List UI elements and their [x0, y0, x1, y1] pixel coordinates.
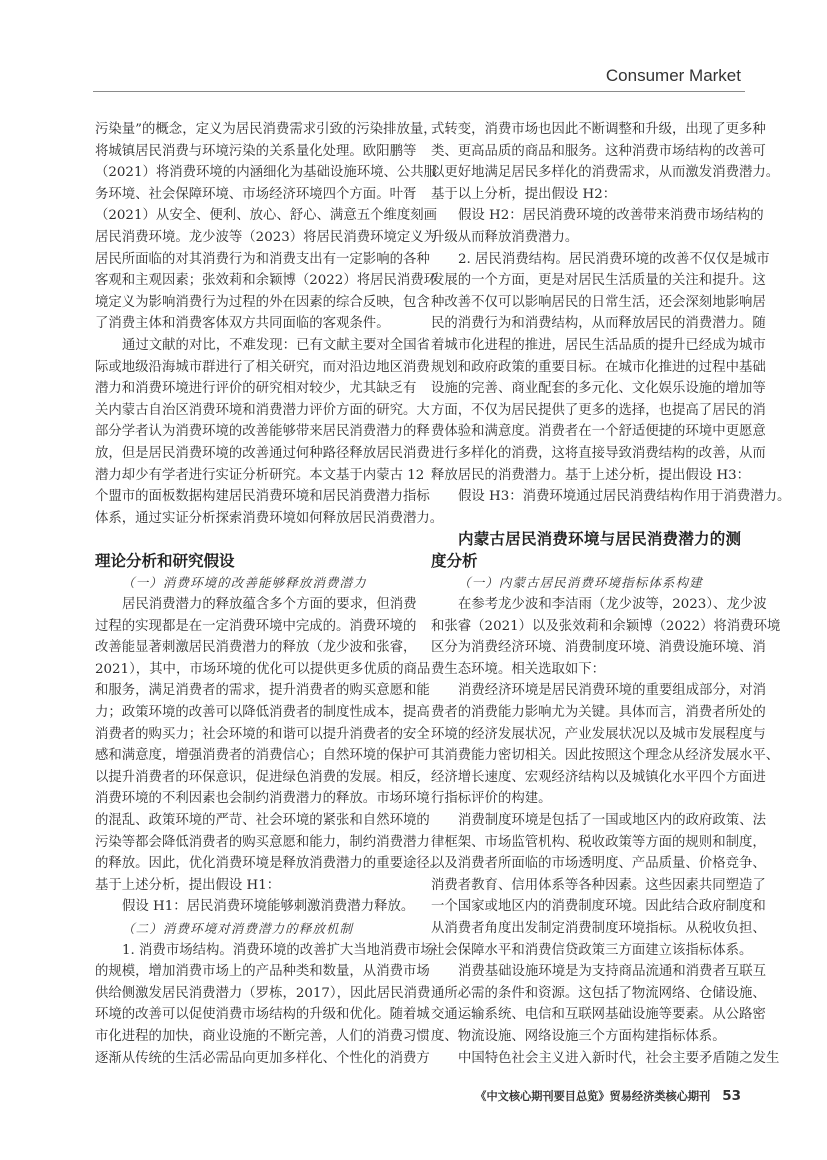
- text-line: 社会保障水平和消费信贷政策三方面建立该指标体系。: [431, 942, 753, 958]
- text-line: 感和满意度，增强消费者的消费信心；自然环境的保护可: [95, 748, 430, 764]
- right-column: [431, 119, 791, 1069]
- text-line: 着城市化进程的推进，居民生活品质的提升已经成为城市: [431, 337, 766, 353]
- paragraph: [431, 594, 781, 680]
- text-line: 的混乱、政策环境的严苛、社会环境的紧张和自然环境的: [95, 813, 430, 828]
- text-line: 污染等都会降低消费者的购买意愿和能力，制约消费潜力: [95, 834, 430, 850]
- text-line: 以提升消费者的环保意识，促进绿色消费的发展。相反，: [95, 769, 430, 785]
- text-line: 其消费能力密切相关。因此按照这个理念从经济发展水平、: [431, 748, 780, 764]
- header-rule: [93, 91, 745, 92]
- text-line: 居民消费环境。龙少波等（2023）将居民消费环境定义为: [95, 229, 438, 245]
- text-line: 式转变，消费市场也因此不断调整和升级，出现了更多种: [431, 122, 766, 137]
- text-line: 个盟市的面板数据构建居民消费环境和居民消费潜力指标: [95, 489, 430, 505]
- text-line: 假设 H1：居民消费环境能够刺激消费潜力释放。: [122, 899, 415, 915]
- text-line: 体系，通过实证分析探索消费环境如何释放居民消费潜力。: [95, 510, 444, 526]
- text-line: 环境的改善可以促使消费市场结构的升级和优化。随着城: [95, 1007, 430, 1023]
- text-line: 基于上述分析，提出假设 H1：: [95, 877, 281, 893]
- paragraph: [431, 680, 780, 810]
- text-line: 污染量”的概念，定义为居民消费需求引致的污染排放量，: [95, 122, 437, 137]
- paragraph: [431, 1048, 780, 1070]
- text-line: 际或地级沿海城市群进行了相关研究，而对沿边地区消费: [95, 359, 430, 375]
- text-line: 假设 H3：消费环境通过居民消费结构作用于消费潜力。: [458, 489, 791, 505]
- spacer: [95, 529, 405, 551]
- text-line: 消费制度环境是包括了一国或地区内的政府政策、法: [458, 813, 766, 828]
- text-line: 和服务，满足消费者的需求，提升消费者的购买意愿和能: [95, 683, 430, 699]
- text-line: 将城镇居民消费与环境污染的关系量化处理。欧阳鹏等: [95, 143, 417, 159]
- text-line: 1. 消费市场结构。消费环境的改善扩大当地消费市场: [122, 942, 434, 958]
- text-line: 民的消费行为和消费结构，从而释放居民的消费潜力。随: [431, 316, 766, 332]
- left-column: [95, 119, 444, 1069]
- text-line: 供给侧激发居民消费潜力（罗栋，2017），因此居民消费: [95, 985, 431, 1001]
- text-line: 一个国家或地区内的消费制度环境。因此结合政府制度和: [431, 899, 766, 915]
- text-line: 交通运输系统、电信和互联网基础设施等要素。从公路密: [431, 1007, 766, 1023]
- paragraph: [95, 594, 444, 896]
- text-line: 逐渐从传统的生活必需品向更加多样化、个性化的消费方: [95, 1050, 430, 1066]
- text-line: 方面，不仅为居民提供了更多的选择，也提高了居民的消: [431, 402, 766, 418]
- paragraph: [95, 940, 434, 1070]
- paragraph: [95, 119, 438, 335]
- text-line: 2021），其中，市场环境的优化可以提供更多优质的商品: [95, 661, 431, 677]
- text-line: 改善能显著刺激居民消费潜力的释放（龙少波和张睿，: [95, 640, 417, 656]
- text-line: 2. 居民消费结构。居民消费环境的改善不仅仅是城市: [458, 251, 770, 267]
- text-line: 度、物流设施、网络设施三个方面构建指标体系。: [431, 1028, 726, 1044]
- text-line: 消费基础设施环境是为支持商品流通和消费者互联互: [458, 964, 766, 980]
- text-line: 客观和主观因素；张效莉和余颖博（2022）将居民消费环: [95, 273, 438, 289]
- text-line: 升级从而释放消费潜力。: [431, 229, 579, 245]
- text-line: 费生态环境。相关选取如下：: [431, 661, 606, 677]
- text-line: 力；政策环境的改善可以降低消费者的制度性成本，提高: [95, 705, 430, 721]
- text-line: 潜力和消费环境进行评价的研究相对较少，尤其缺乏有: [95, 381, 417, 397]
- text-line: 消费环境的不利因素也会制约消费潜力的释放。市场环境: [95, 791, 430, 807]
- text-line: 区分为消费经济环境、消费制度环境、消费设施环境、消: [431, 640, 766, 656]
- subsection-heading: （一）消费环境的改善能够释放消费潜力: [122, 575, 367, 591]
- journal-note: 《中文核心期刊要目总览》贸易经济类核心期刊: [475, 1090, 711, 1103]
- text-line: 费体验和满意度。消费者在一个舒适便捷的环境中更愿意: [431, 424, 766, 440]
- heading-line: 理论分析和研究假设: [95, 551, 235, 570]
- text-line: （2021）从安全、便利、放心、舒心、满意五个维度刻画: [95, 208, 438, 224]
- text-line: 发展的一个方面，更是对居民生活质量的关注和提升。这: [431, 273, 766, 289]
- text-line: 经济增长速度、宏观经济结构以及城镇化水平四个方面进: [431, 769, 766, 785]
- text-line: 过程的实现都是在一定消费环境中完成的。消费环境的: [95, 618, 417, 634]
- text-line: 消费经济环境是居民消费环境的重要组成部分，对消: [458, 683, 766, 699]
- text-line: 通所必需的条件和资源。这包括了物流网络、仓储设施、: [431, 985, 766, 1001]
- heading-line: 度分析: [431, 551, 478, 570]
- page-footer: [475, 1088, 741, 1104]
- heading-line: 内蒙古居民消费环境与居民消费潜力的测: [458, 530, 741, 549]
- spacer: [431, 508, 741, 530]
- text-line: 进行多样化的消费，这将直接导致消费结构的改善，从而: [431, 445, 766, 461]
- text-line: 居民所面临的对其消费行为和消费支出有一定影响的各种: [95, 251, 430, 267]
- subsection-heading: （二）消费环境对消费潜力的释放机制: [122, 920, 354, 936]
- text-line: 行指标评价的构建。: [431, 791, 552, 807]
- text-line: 在参考龙少波和李洁雨（龙少波等，2023）、龙少波: [458, 597, 767, 613]
- text-line: 消费者教育、信用体系等各种因素。这些因素共同塑造了: [431, 877, 766, 893]
- text-line: 释放居民的消费潜力。基于上述分析，提出假设 H3：: [431, 467, 751, 483]
- text-line: 规划和政府政策的重要目标。在城市化推进的过程中基础: [431, 359, 766, 375]
- paragraph: [95, 896, 415, 918]
- text-line: 种改善不仅可以影响居民的日常生活，还会深刻地影响居: [431, 294, 766, 310]
- text-line: 境定义为影响消费行为过程的外在因素的综合反映，包含: [95, 294, 430, 310]
- text-line: 消费者的购买力；社会环境的和谐可以提升消费者的安全: [95, 726, 430, 742]
- text-line: 务环境、社会保障环境、市场经济环境四个方面。叶胥: [95, 186, 417, 202]
- text-line: 费者的消费能力影响尤为关键。具体而言，消费者所处的: [431, 705, 766, 721]
- paragraph: [431, 961, 766, 1047]
- text-line: 假设 H2：居民消费环境的改善带来消费市场结构的: [458, 208, 764, 224]
- text-line: 律框架、市场监管机构、税收政策等方面的规则和制度，: [431, 834, 766, 850]
- text-line: 关内蒙古自治区消费环境和消费潜力评价方面的研究。大: [95, 402, 430, 418]
- page-number: 53: [722, 1088, 741, 1104]
- paragraph: [431, 119, 780, 205]
- text-line: 中国特色社会主义进入新时代，社会主要矛盾随之发生: [458, 1050, 780, 1066]
- text-line: 从消费者角度出发制定消费制度环境指标。从税收负担、: [431, 920, 766, 936]
- text-line: 以及消费者所面临的市场透明度、产品质量、价格竞争、: [431, 856, 766, 872]
- text-line: 和张睿（2021）以及张效莉和余颖博（2022）将消费环境: [431, 618, 781, 634]
- paragraph: [431, 249, 770, 487]
- paragraph: [95, 335, 444, 529]
- running-title: Consumer Market: [605, 66, 741, 85]
- text-line: 环境的经济发展状况，产业发展状况以及城市发展程度与: [431, 726, 766, 742]
- text-line: 放，但是居民消费环境的改善通过何种路径释放居民消费: [95, 445, 430, 461]
- text-line: 潜力却少有学者进行实证分析研究。本文基于内蒙古 12: [95, 467, 425, 483]
- text-line: 居民消费潜力的释放蕴含多个方面的要求，但消费: [122, 597, 417, 613]
- text-line: 以更好地满足居民多样化的消费需求，从而激发消费潜力。: [431, 165, 780, 181]
- text-line: 了消费主体和消费客体双方共同面临的客观条件。: [95, 316, 390, 332]
- text-line: 通过文献的对比，不难发现：已有文献主要对全国省: [122, 337, 430, 353]
- paragraph: [431, 810, 766, 961]
- text-line: 设施的完善、商业配套的多元化、文化娱乐设施的增加等: [431, 381, 766, 397]
- text-line: 部分学者认为消费环境的改善能够带来居民消费潜力的释: [95, 424, 430, 440]
- section-heading: [95, 551, 405, 573]
- text-line: 类、更高品质的商品和服务。这种消费市场结构的改善可: [431, 143, 766, 159]
- subsection-heading: （一）内蒙古居民消费环境指标体系构建: [458, 575, 703, 591]
- text-line: 的释放。因此，优化消费环境是释放消费潜力的重要途径。: [95, 856, 444, 872]
- paragraph: [431, 486, 791, 508]
- text-line: （2021）将消费环境的内涵细化为基础设施环境、公共服: [95, 165, 438, 181]
- text-line: 市化进程的加快，商业设施的不断完善，人们的消费习惯: [95, 1028, 430, 1044]
- paragraph: [431, 205, 764, 248]
- section-heading: [431, 529, 741, 572]
- text-line: 基于以上分析，提出假设 H2：: [431, 186, 617, 202]
- text-line: 的规模，增加消费市场上的产品种类和数量，从消费市场: [95, 964, 430, 980]
